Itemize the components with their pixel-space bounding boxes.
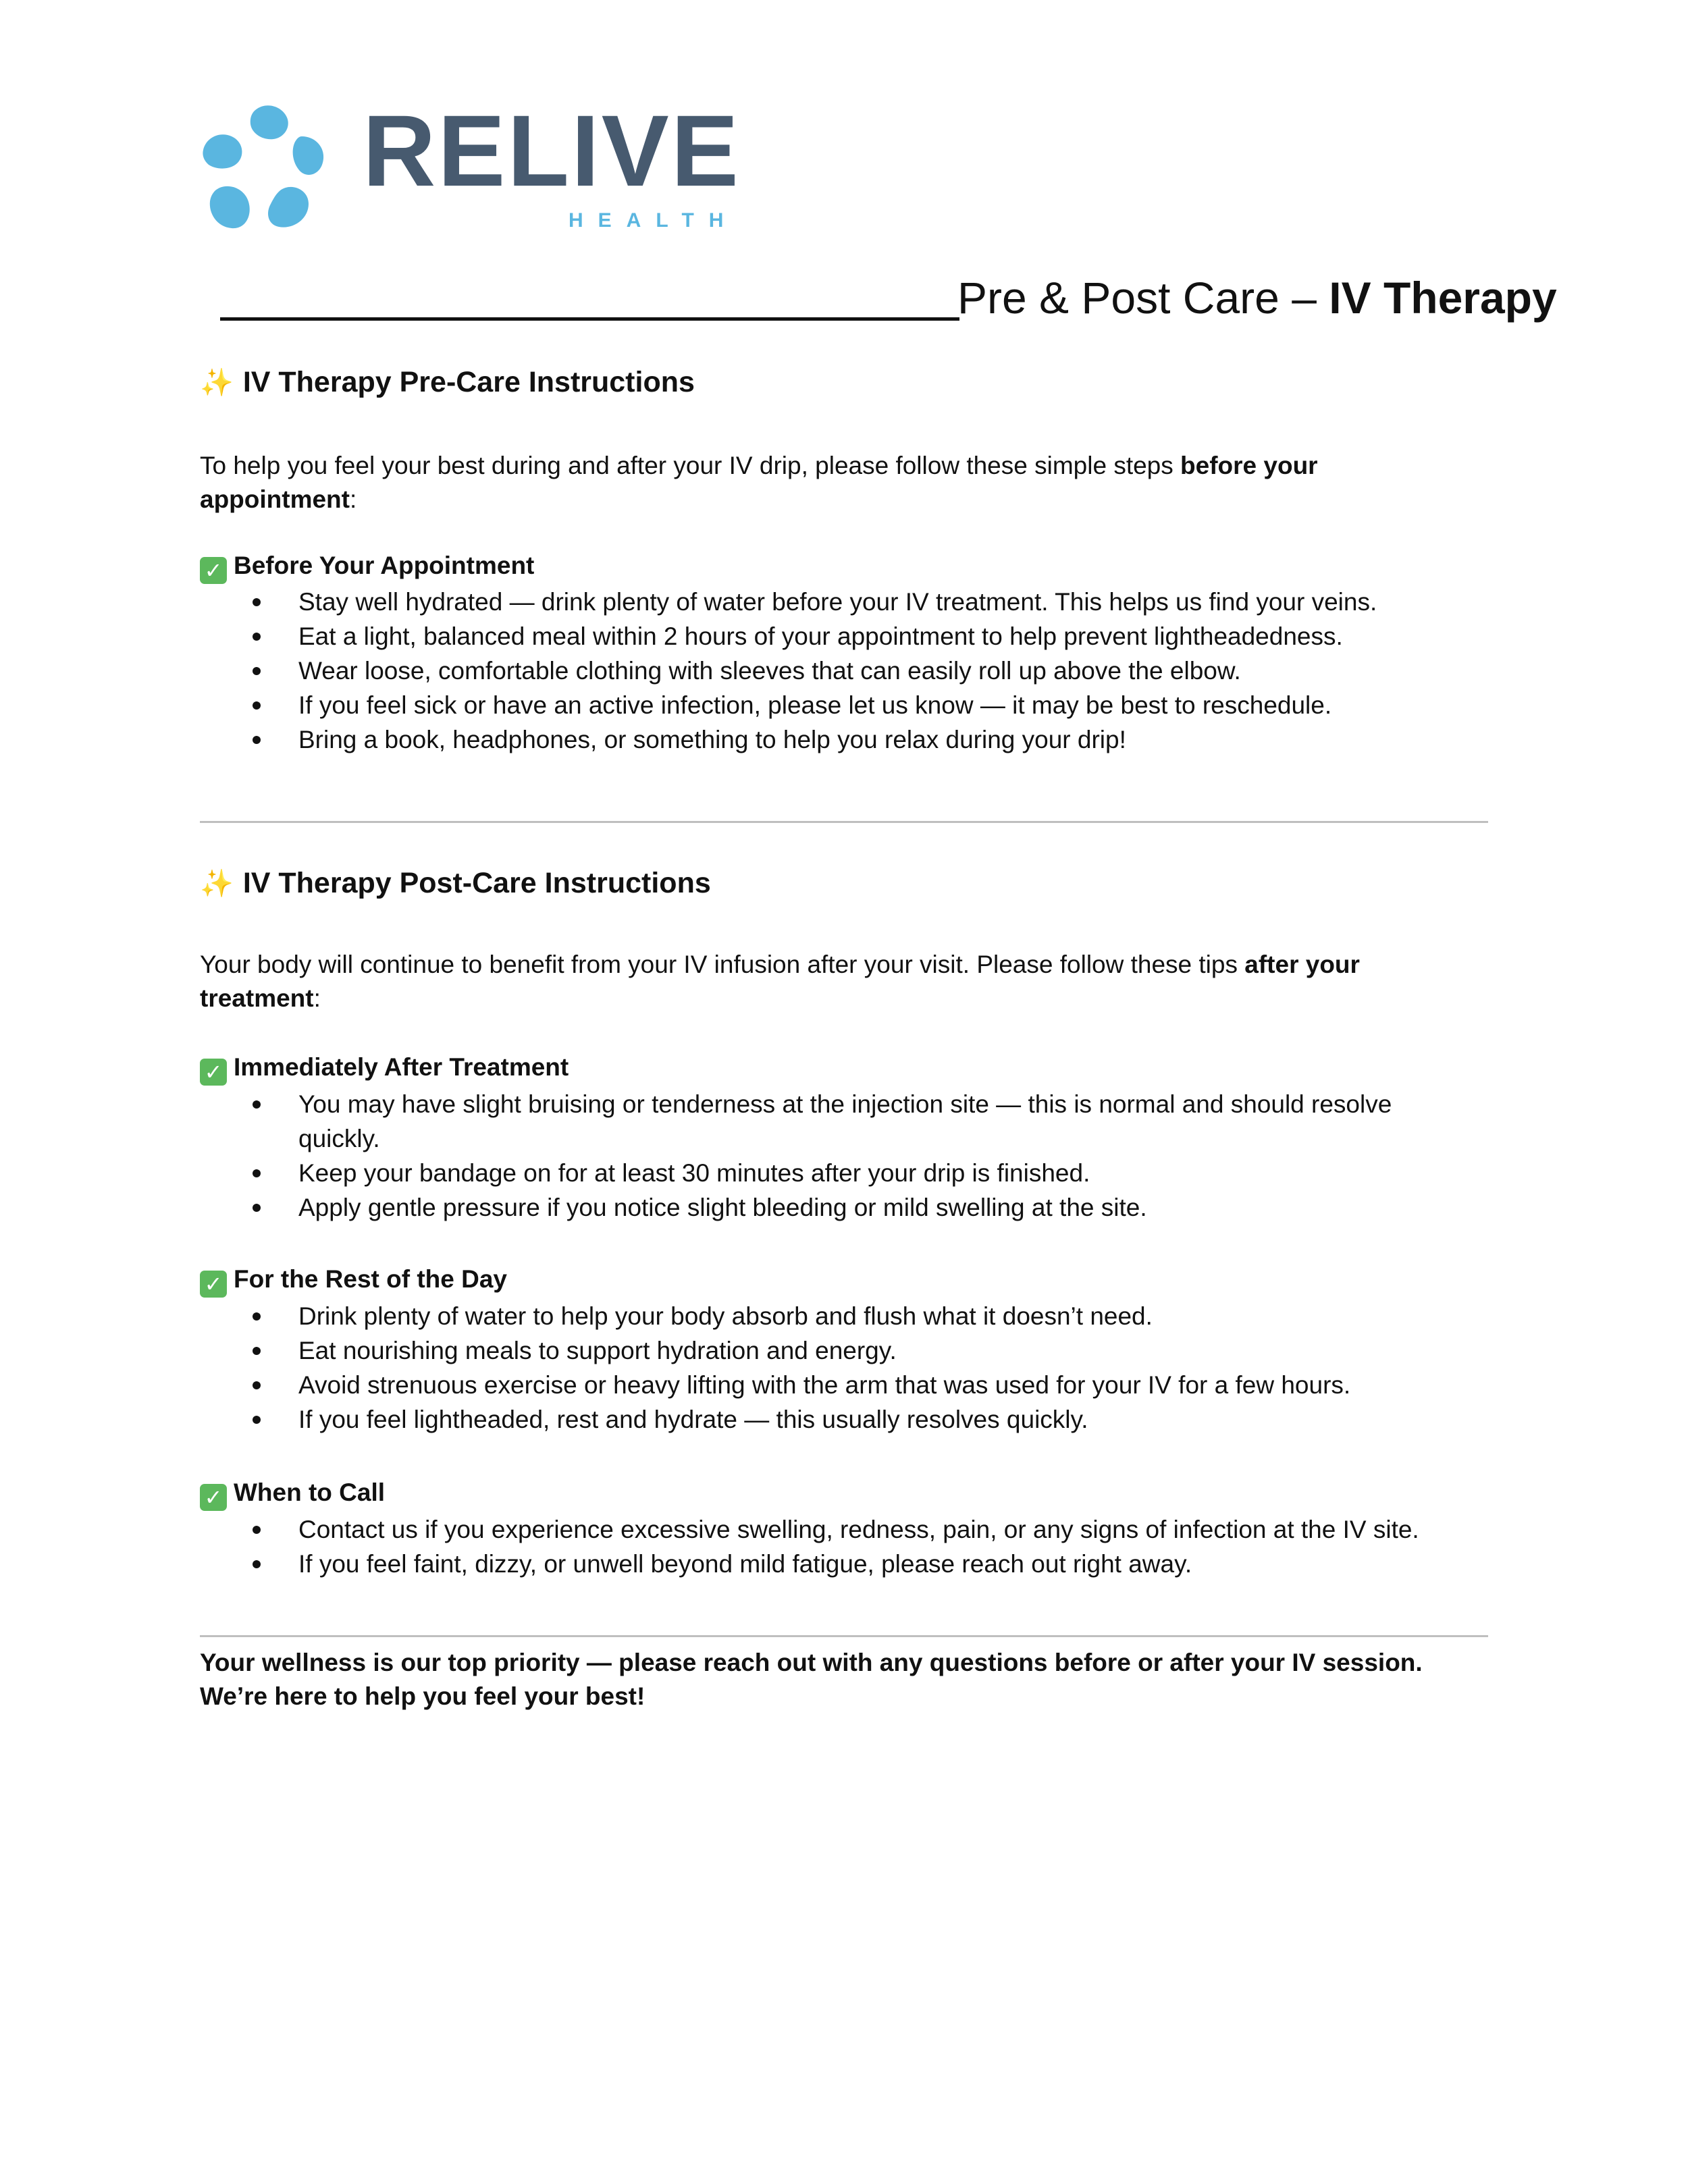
precare-subheading [200, 549, 534, 584]
precare-heading-text: IV Therapy Pre-Care Instructions [242, 366, 695, 398]
postcare-list-immediately [200, 1087, 1456, 1225]
postcare-list-when-to-call [200, 1512, 1456, 1581]
precare-intro-bold: before your appointment [200, 452, 1318, 513]
title-prefix: Pre & Post Care – [957, 273, 1329, 323]
list-item: Avoid strenuous exercise or heavy lifting with the arm that was used for your IV for a few hours. [200, 1368, 1433, 1402]
precare-intro [200, 449, 1456, 516]
list-item: Stay well hydrated — drink plenty of water before your IV treatment. This helps us find your veins. [200, 585, 1433, 619]
list-item: Drink plenty of water to help your body absorb and flush what it doesn’t need. [200, 1299, 1433, 1333]
postcare-subheading-rest-of-day [200, 1262, 507, 1298]
list-item: If you feel sick or have an active infection, please let us know — it may be best to reschedule. [200, 688, 1433, 722]
title-blank-line [220, 317, 959, 321]
list-item: Apply gentle pressure if you notice slight bleeding or mild swelling at the site. [200, 1190, 1433, 1225]
list-item: Keep your bandage on for at least 30 minutes after your drip is finished. [200, 1156, 1433, 1190]
list-item: Wear loose, comfortable clothing with sleeves that can easily roll up above the elbow. [200, 654, 1433, 688]
postcare-heading-text: IV Therapy Post-Care Instructions [242, 867, 711, 899]
list-item: You may have slight bruising or tenderness at the injection site — this is normal and should resolve quickly. [200, 1087, 1433, 1156]
precare-intro-end: : [349, 485, 357, 513]
checkmark-icon: ✓ [200, 1059, 227, 1086]
list-item: Bring a book, headphones, or something to help you relax during your drip! [200, 722, 1433, 757]
checkmark-icon: ✓ [200, 1484, 227, 1511]
subheading-text: For the Rest of the Day [234, 1265, 507, 1293]
precare-subheading-text: Before Your Appointment [234, 552, 535, 579]
list-item: Eat a light, balanced meal within 2 hours of your appointment to help prevent lightheadedness. [200, 619, 1433, 654]
postcare-intro-plain: Your body will continue to benefit from your IV infusion after your visit. Please follow these tips [200, 951, 1245, 978]
precare-heading [200, 363, 695, 402]
postcare-heading [200, 864, 711, 903]
section-divider [200, 1635, 1488, 1637]
sparkle-icon: ✨ [200, 368, 234, 398]
list-item: Contact us if you experience excessive swelling, redness, pain, or any signs of infection at the IV site. [200, 1512, 1433, 1547]
closing-message: Your wellness is our top priority — please reach out with any questions before or after your IV session. We’re here to help you feel your best! [200, 1649, 1423, 1710]
sparkle-icon: ✨ [200, 869, 234, 899]
precare-list [200, 585, 1456, 757]
list-item: Eat nourishing meals to support hydration and energy. [200, 1333, 1433, 1368]
section-divider [200, 821, 1488, 823]
list-item: If you feel lightheaded, rest and hydrate — this usually resolves quickly. [200, 1402, 1433, 1437]
postcare-intro-end: : [313, 984, 321, 1012]
postcare-intro-bold: after your treatment [200, 951, 1360, 1012]
subheading-text: Immediately After Treatment [234, 1053, 569, 1081]
relive-health-logo [201, 94, 741, 234]
postcare-subheading-when-to-call [200, 1476, 385, 1511]
precare-intro-plain: To help you feel your best during and after your IV drip, please follow these simple steps [200, 452, 1181, 479]
page-title [957, 269, 1557, 327]
checkmark-icon: ✓ [200, 1271, 227, 1298]
subheading-text: When to Call [234, 1479, 386, 1506]
title-bold: IV Therapy [1329, 273, 1557, 323]
droplet-flower-logo-icon [201, 103, 336, 234]
postcare-subheading-immediately [200, 1050, 569, 1086]
logo-wordmark: RELIVE [363, 94, 741, 207]
postcare-list-rest-of-day [200, 1299, 1456, 1437]
checkmark-icon: ✓ [200, 557, 227, 584]
list-item: If you feel faint, dizzy, or unwell beyond mild fatigue, please reach out right away. [200, 1547, 1433, 1581]
logo-subtitle: HEALTH [569, 209, 739, 232]
postcare-intro [200, 948, 1456, 1015]
